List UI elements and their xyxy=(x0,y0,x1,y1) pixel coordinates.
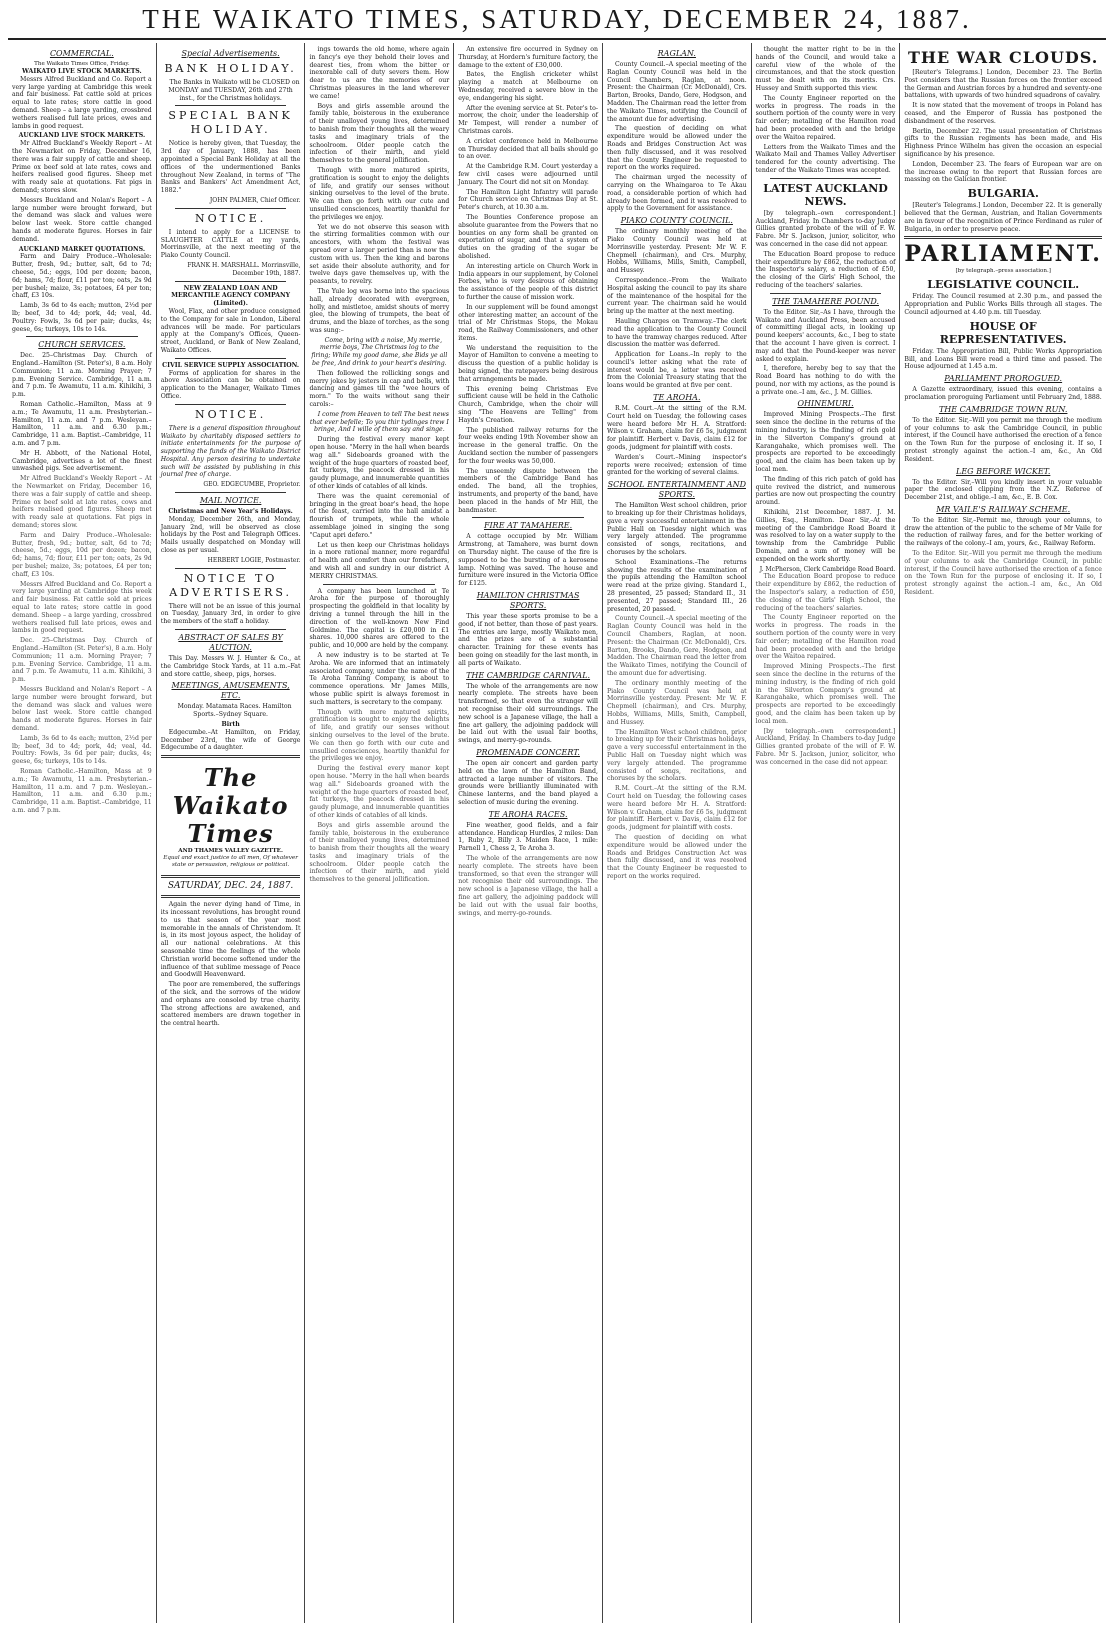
paragraph: A company has been launched at Te Aroha for the purpose of thoroughly prospecting the goldfield in that locality by driving a tunnel through the hill in the direction of the well-known New Find Goldmine. The capital is £20,000 in £1 shares. 10,000 shares are offered to the public, and 10,000 are held by the company. xyxy=(309,587,450,650)
ad-title: NOTICE TO ADVERTISERS. xyxy=(169,571,292,599)
divider xyxy=(161,875,301,878)
section-heading: PARLIAMENT PROROGUED. xyxy=(944,374,1063,384)
subheading: Birth xyxy=(221,721,240,729)
divider xyxy=(175,358,287,359)
paragraph: Berlin, December 22. The usual presentation of Christmas gifts to the Russian regiments has been made, and His Highness Prince Wilhelm has given the occasion an especial significance by his presence. xyxy=(904,127,1102,158)
paragraph: The Yule log was borne into the spacious hall, already decorated with evergreen, holly, and mistletoe, amidst shouts of merry glee, the blowing of trumpets, the beat of drums, and the blaze of torches, as the song was sung:– xyxy=(309,287,450,334)
section-heading: LEGISLATIVE COUNCIL. xyxy=(927,278,1080,292)
ad-text: Notice is hereby given, that Tuesday, the 3rd day of January, 1888, has been appointed a Special Bank Holiday at all the offices of the undermentioned Banks throughout New Zealand, in terms of "The Banks and Bankers' Act Amendment Act, 1882." xyxy=(160,140,301,195)
ad-title: NOTICE. xyxy=(194,211,267,225)
ad-text: This Day. Messrs W. J. Hunter & Co., at the Cambridge Stock Yards, at 11 a.m.–Fat and store cattle, sheep, pigs, horses. xyxy=(160,655,301,678)
column-news-items xyxy=(454,43,603,1623)
paragraph: Mr Alfred Buckland's Weekly Report – At the Newmarket on Friday, December 16, there was a fair supply of cattle and sheep. Prime ox beef sold at late rates, cows and heifers realised good figures. Sheep met with ready sale at quotations. Fat pigs in demand; stores slow. xyxy=(12,475,152,530)
paragraph: It is now stated that the movement of troops in Poland has ceased, and the Emperor of Russia has postponed the disbandment of the reserves. xyxy=(904,102,1102,125)
paragraph: County Council.–A special meeting of the Raglan County Council was held in the Council Chambers, Raglan, at noon. Present: the Chairman (Cr. McDonald), Crs. Barton, Brooks, Dando, Gere, Hodgson, and Madden. The Chairman read the letter from the Waikato Times, notifying the Council of the amount due for advertising. xyxy=(606,615,747,677)
paragraph: The Education Board propose to reduce their expenditure by £862, the reduction of the Inspector's salary, a reduction of £50, the closing of the Girls' High School, the reducing of the teachers' salaries. xyxy=(755,573,896,612)
news-item: A cricket conference held in Melbourne on Thursday decided that all bails should go to an over. xyxy=(458,137,598,161)
column-leader-continued xyxy=(305,43,454,1623)
paragraph: Mr Alfred Buckland's Weekly Report – At the Newmarket on Friday, December 16, there was a fair supply of cattle and sheep. Prime ox beef sold at late rates, cows and heifers realised good figures. Sheep met with ready sale at quotations. Fat pigs in demand; stores slow. xyxy=(12,140,152,194)
paragraph: During the festival every manor kept open house. "Merry in the hall when beards wag all." Sideboards groaned with the weight of the huge quarters of roasted beef, fat turkeys, the peacock dressed in his gaudy plumage, and innumerable quantities of other kinds of catables of all kinds. xyxy=(309,765,450,819)
paragraph: Lamb, 3s 6d to 4s each; mutton, 2½d per lb; beef, 3d to 4d; pork, 4d; veal, 4d. Poultry: Fowls, 3s 6d per pair; ducks, 4s; geese, 6s; turkeys, 10s to 14s. xyxy=(12,734,152,766)
leader-paragraph: Again the never dying hand of Time, in its incessant revolutions, has brought round to us that season of the year most memorable in the annals of Christendom. It is, in its most joyous aspect, the holiday of all our national celebrations. At this seasonable time the feelings of the whole Christian world become softened under the influence of that sublime message of Peace and Goodwill Heavenward. xyxy=(160,901,301,979)
section-heading: FIRE AT TAMAHERE. xyxy=(483,521,573,531)
paragraph: Dec. 25–Christmas Day. Church of England.–Hamilton (St. Peter's), 8 a.m. Holy Communion; 11 a.m. Morning Prayer; 7 p.m. Evening Service. Cambridge, 11 a.m. and 7 p.m. Te Awamutu, 11 a.m. Kihikihi, 3 p.m. xyxy=(12,352,152,399)
ad-text: There will not be an issue of this journal on Tuesday, January 3rd, in order to give the members of the staff a holiday. xyxy=(160,602,301,626)
signature: GEO. EDGECUMBE, Proprietor. xyxy=(203,481,301,489)
column-container xyxy=(8,43,1106,1623)
section-heading: THE WAR CLOUDS. xyxy=(908,48,1099,67)
paragraph: Friday. The Council resumed at 2.30 p.m., and passed the Appropriation and Public Works Bills through all stages. The Council adjourned at 4.40 p.m. till Tuesday. xyxy=(904,293,1102,316)
paragraph: Messrs Buckland and Nolan's Report – A large number were brought forward, but the demand was slack and values were below last week. Store cattle changed hands at moderate figures. Horses in fair demand. xyxy=(12,196,152,243)
paragraph: During the festival every manor kept open house. "Merry in the hall when beards wag all." Sideboards groaned with the weight of the huge quarters of roasted beef, fat turkeys, the peacock dressed in his gaudy plumage, and innumerable quantities of other kinds of catables of all kinds. xyxy=(309,436,450,491)
paragraph: I, therefore, hereby beg to say that the Road Board has nothing to do with the pound, nor with my actions, as the pound is a private one.–I am, &c., J. M. Gillies. xyxy=(755,365,896,396)
section-heading: PROMENADE CONCERT. xyxy=(476,747,580,757)
verse: Come, bring with a noise, My merrie, merrie boys, The Christmas log to the firing; While my good dame, she Bids ye all be free, And drink to your heart's desiring. xyxy=(311,336,448,368)
paragraph: Dec. 25–Christmas Day. Church of England.–Hamilton (St. Peter's), 8 a.m. Holy Communion; 11 a.m. Morning Prayer; 7 p.m. Evening Service. Cambridge, 11 a.m. and 7 p.m. Te Awamutu, 11 a.m. Kihikihi, 3 p.m. xyxy=(12,637,152,684)
section-heading: TE AROHA. xyxy=(653,393,701,403)
ad-title: NOTICE. xyxy=(194,407,267,421)
divider xyxy=(175,629,287,630)
paper-subtitle: AND THAMES VALLEY GAZETTE. xyxy=(178,848,283,855)
paragraph: Then followed the rollicking songs and merry jokes by jesters in cap and bells, with dancing and games till the "wee hours of morn." To the waits without sang their carols:– xyxy=(309,369,450,409)
paragraph: The open air concert and garden party held on the lawn of the Hamilton Band, attracted a large number of visitors. The grounds were brilliantly illuminated with Chinese lanterns, and the band played a selection of music during the evening. xyxy=(458,759,598,806)
paragraph: The ordinary monthly meeting of the Piako County Council was held at Morrinsville yesterday. Present: Mr W. F. Chepmell (chairman), and Crs. Murphy, Hobbs, Williams, Mills, Smith, Campbell, and Hussey. xyxy=(606,228,747,275)
paragraph: Warden's Court.–Mining inspector's reports were received; extension of time granted for the working of several claims. xyxy=(606,453,747,477)
section-heading: LATEST AUCKLAND NEWS. xyxy=(763,181,888,208)
section-heading: THE TAMAHERE POUND. xyxy=(772,296,879,306)
ad-title: NEW ZEALAND LOAN AND MERCANTILE AGENCY COMPANY (Limited). xyxy=(171,284,291,308)
divider xyxy=(175,105,287,106)
paragraph: This year these sports promise to be a good, if not better, than those of past years. The entries are large, mostly Waikato men, and the prizes are of a substantial character. Training for these events has been going on steadily for the last month, in all parts of Waikato. xyxy=(458,613,598,667)
news-item: After the evening service at St. Peter's to-morrow, the choir, under the leadership of Mr Tempest, will render a number of Christmas carols. xyxy=(458,104,598,135)
news-item: The Bounties Conference propose an absolute guarantee from the Powers that no bounties on any form shall be granted on exportation of sugar, and that a system of duties on the grading of the sugar be abolished. xyxy=(458,213,598,260)
section-heading: HOUSE OF REPRESENTATIVES. xyxy=(939,319,1067,346)
paragraph: Boys and girls assemble around the family table, boisterous in the exuberance of their unalloyed young lives, determined to banish from their thoughts all the weary tasks and imaginary trials of the schoolroom. Older people catch the infection of their mirth, and yield themselves to the general jollification. xyxy=(309,821,450,884)
paragraph: County Council.–A special meeting of the Raglan County Council was held in the Council Chambers, Raglan, at noon. Present: the Chairman (Cr. McDonald), Crs. Barton, Brooks, Dando, Gere, Hodgson, and Madden. The Chairman read the letter from the Waikato Times, notifying the Council of the amount due for advertising. xyxy=(606,61,747,123)
paragraph: To the Editor. Sir,–Permit me, through your columns, to draw the attention of the public to the scheme of Mr Vaile for the reduction of railway fares, and for the better working of the railways of the colony.–I am, yours, &c., Railway Reform. xyxy=(904,516,1102,548)
paragraph: The question of deciding on what expenditure would be allowed under the Roads and Bridges Construction Act was then fully discussed, and it was resolved that the County Engineer be requested to report on the works required. xyxy=(606,125,747,172)
paragraph: Application for Loans.–In reply to the council's letter asking what the rate of interest would be, a letter was received from the Colonial Treasury stating that the loans would be granted at five per cent. xyxy=(606,351,747,390)
column-local-councils xyxy=(603,43,752,1623)
news-item: An extensive fire occurred in Sydney on Thursday, at Hordern's furniture factory, the damage to the extent of £30,000. xyxy=(458,46,598,69)
ad-text: Monday, December 26th, and Monday, January 2nd, will be observed as close holidays by the Post and Telegraph Offices. Mails usually despatched on Monday will close as per usual. xyxy=(160,515,301,555)
masthead: THE WAIKATO TIMES, SATURDAY, DECEMBER 24, 1887. xyxy=(8,0,1106,40)
paragraph: Roman Catholic.–Hamilton, Mass at 9 a.m.; Te Awamutu, 11 a.m. Presbyterian.–Hamilton, 11 a.m. and 7 p.m. Wesleyan.–Hamilton, 11 a.m. and 6.30 p.m.; Cambridge, 11 a.m. Baptist.–Cambridge, 11 a.m. and 7 p.m. xyxy=(12,401,152,448)
column-auckland-news xyxy=(752,43,901,1623)
section-heading: LEG BEFORE WICKET. xyxy=(956,466,1051,476)
section-heading: SCHOOL ENTERTAINMENT AND SPORTS. xyxy=(607,480,746,500)
date-line: SATURDAY, DEC. 24, 1887. xyxy=(167,881,294,892)
column-commercial xyxy=(8,43,157,1623)
news-item: This evening being Christmas Eve sufficient cause will be held in the Catholic Church, Cambridge, when the choir will sing "The Heavens are Telling" from Haydn's Creation. xyxy=(458,385,598,424)
news-item: An interesting article on Church Work in India appears in our supplement, by Colonel Forbes, who is very desirous of obtaining the assistance of the people of this district to further the cause of mission work. xyxy=(458,262,598,301)
paragraph: Mr H. Abbott, of the National Hotel, Cambridge, advertises a lot of the finest unwashed pigs. See advertisement. xyxy=(12,449,152,473)
ad-text: There is a general disposition throughout Waikato by charitably disposed settlers to initiate entertainments for the purpose of supporting the funds of the Waikato District Hospital. Any person desiring to undertake such will be assisted by publishing in this journal free of charge. xyxy=(160,424,301,479)
signature: FRANK H. MARSHALL. Morrinsville, December 19th, 1887. xyxy=(187,261,301,277)
news-item: The published railway returns for the four weeks ending 19th November show an increase in the general traffic. On the Auckland section the number of passengers for the four weeks was 50,000. xyxy=(458,426,598,465)
paragraph: The County Engineer reported on the works in progress. The roads in the southern portion of the county were in very fair order; metalling of the Hamilton road had been proceeded with and the bridge over the Waitoa repaired. xyxy=(755,94,896,141)
section-heading: MR VAILE'S RAILWAY SCHEME. xyxy=(936,504,1071,514)
ad-title: SPECIAL BANK HOLIDAY. xyxy=(168,109,293,137)
paragraph: To the Editor. Sir,–Will you kindly insert in your valuable paper the enclosed clipping from the N.Z. Referee of December 21st, and oblige.–I am, &c., E. B. Cox. xyxy=(904,478,1102,502)
section-heading: MAIL NOTICE. xyxy=(199,496,262,506)
section-heading: THE CAMBRIDGE TOWN RUN. xyxy=(938,404,1068,414)
column-war-parliament xyxy=(900,43,1106,1623)
divider xyxy=(161,895,301,898)
paragraph: The chairman urged the necessity of carrying on the Whaingaroa to Te Akau road, a considerable portion of which had already been formed, and it was resolved to apply to the Government for assistance. xyxy=(606,174,747,213)
divider xyxy=(175,404,287,405)
dateline: The Waikato Times Office, Friday. xyxy=(34,61,130,67)
section-heading: TE AROHA RACES. xyxy=(488,809,568,819)
news-item: At the Cambridge R.M. Court yesterday a few civil cases were adjourned until January. The Court did not sit on Monday. xyxy=(458,163,598,186)
section-heading: BULGARIA. xyxy=(967,187,1039,201)
verse: I come from Heaven to tell The best news that ever befelle; To you thir tydinges trew I bringe, And I wille of them say and singe. xyxy=(309,410,449,434)
section-heading: ABSTRACT OF SALES BY AUCTION. xyxy=(178,633,283,653)
paragraph: R.M. Court.–At the sitting of the R.M. Court held on Tuesday, the following cases were heard before Mr H. A. Stratford: Wilson v. Graham, claim for £6 5s, judgment for plaintiff. Herbert v. Davis, claim £12 for goods, judgment for plaintiff with costs. xyxy=(606,785,747,832)
divider xyxy=(26,336,138,337)
paragraph: [by telegraph.–own correspondent.] Auckland, Friday. In Chambers to-day Judge Gillies granted probate of the will of F. W. Fabre. Mr S. Jackson, junior, solicitor, who was concerned in the case did not appear. xyxy=(755,209,896,248)
paragraph: To the Editor. Sir,–As I have, through the Waikato and Auckland Press, been accused of committing illegal acts, in looking up pound keepers' accounts, &c., I beg to state that the account I have given is correct. I may add that the Pound-keeper was never asked to explain. xyxy=(755,308,896,363)
paragraph: The Hamilton West school children, prior to breaking up for their Christmas holidays, gave a very successful entertainment in the Public Hall on Tuesday night which was very largely attended. The programme consisted of songs, recitations, and choruses by the scholars. xyxy=(606,502,747,557)
paragraph: Roman Catholic.–Hamilton, Mass at 9 a.m.; Te Awamutu, 11 a.m. Presbyterian.–Hamilton, 11 a.m. and 7 p.m. Wesleyan.–Hamilton, 11 a.m. and 6.30 p.m.; Cambridge, 11 a.m. Baptist.–Cambridge, 11 a.m. and 7 p.m. xyxy=(12,767,152,814)
news-item: Bates, the English cricketer whilst playing a match at Melbourne on Wednesday, received a severe blow in the eye, endangering his sight. xyxy=(458,71,598,102)
signature: JOHN PALMER, Chief Officer. xyxy=(209,196,301,204)
paragraph: The Education Board propose to reduce their expenditure by £862, the reduction of the Inspector's salary, a reduction of £50, the closing of the Girls' High School, the reducing of the teachers' salaries. xyxy=(755,250,896,289)
divider xyxy=(323,584,435,585)
ad-text: I intend to apply for a LICENSE to SLAUGHTER CATTLE at my yards, Morrinsville, at the next meeting of the Piako County Council. xyxy=(160,228,301,260)
paragraph: A new industry is to be started at Te Aroha. We are informed that an intimately associated company, under the name of the Te Aroha Tanning Company, is about to commence operations. Mr James Mills, whose public spirit is always foremost in such matters, is secretary to the company. xyxy=(309,651,450,706)
divider xyxy=(770,178,882,179)
paragraph: [Reuter's Telegrams.] London, December 23. The Berlin Post considers that the Russian forces on the frontier exceed the German and Austrian forces by a hundred and seventy-one battalions, with upwards of two hundred squadrons of cavalry. xyxy=(904,69,1102,100)
section-heading: THE CAMBRIDGE CARNIVAL. xyxy=(466,670,591,680)
divider xyxy=(904,236,1102,239)
paragraph: Messrs Alfred Buckland and Co. Report a very large yarding at Cambridge this week and fair business. Fat cattle sold at prices equal to late rates; store cattle in good demand. Sheep – a large yarding, crossbred wethers realised full late prices, ewes and lambs in good request. xyxy=(12,75,152,130)
ad-text: Wool, Flax, and other produce consigned to the Company for sale in London, Liberal advances will be made. For particulars apply at the Company's Offices, Queen-street, Auckland, or Bank of New Zealand, Waikato Offices. xyxy=(160,307,301,354)
paragraph: The finding of this rich patch of gold has quite revived the district, and numerous parties are now out prospecting the country around. xyxy=(755,475,896,507)
paragraph: The whole of the arrangements are now nearly complete. The streets have been transformed, so that even the stranger will not recognise their old surroundings. The new school is a Japanese village, the hall a fine art gallery, the adjoining paddock will be laid out with the usual fair booths, swings, and merry-go-rounds. xyxy=(458,854,598,917)
divider xyxy=(175,281,287,282)
section-heading: RAGLAN. xyxy=(657,49,696,58)
paragraph: Though with more matured spirits, gratification is sought to enjoy the delights of life, and gratify our senses without sinking ourselves to the level of the brute. We can then go forth with our cute and unsullied consciences, heartily thankful for the privileges we enjoy. xyxy=(309,708,450,763)
paper-title-block xyxy=(161,764,301,869)
paragraph: Hauling Charges on Tramway.–The clerk read the application to the County Council to have the tramway charges reduced. After discussion the matter was deferred. xyxy=(606,317,747,349)
section-heading: Special Advertisements. xyxy=(181,49,280,58)
section-heading: PARLIAMENT. xyxy=(904,241,1102,268)
paragraph: Correspondence.–From the Waikato Hospital asking the council to pay its share of the maintenance of the hospital for the current year. The chairman said he would bring up the matter at the next meeting. xyxy=(606,276,747,316)
paragraph: The Hamilton West school children, prior to breaking up for their Christmas holidays, gave a very successful entertainment in the Public Hall on Tuesday night which was very largely attended. The programme consisted of songs, recitations, and choruses by the scholars. xyxy=(606,728,747,783)
paragraph: Kihikihi, 21st December, 1887. J. M. Gillies, Esq., Hamilton. Dear Sir,–At the meeting of the Cambridge Road Board it was resolved to lay on a water supply to the township from the Cambridge Public Domain, and a sum of money will be expended on the work shortly. xyxy=(755,509,896,563)
divider xyxy=(175,492,287,493)
paragraph: thought the matter right to be in the hands of the Council, and would take a careful view of the whole of the circumstances, and that the stock question must be dealt with on its merits. Crs. Hussey and Smith supported this view. xyxy=(755,46,896,92)
paragraph: The whole of the arrangements are now nearly complete. The streets have been transformed, so that even the stranger will not recognise their old surroundings. The new school is a Japanese village, the hall a fine art gallery, the adjoining paddock will be laid out with the usual fair booths, swings, and merry-go-rounds. xyxy=(458,682,598,745)
divider xyxy=(175,568,287,569)
paragraph: Farm and Dairy Produce.–Wholesale: Butter, fresh, 9d.; butter, salt, 6d to 7d; cheese, 5d.; eggs, 10d per dozen; bacon, 6d; hams, 7d; flour, £11 per ton; oats, 2s 9d per bushel; maize, 3s; potatoes, £4 per ton; chaff, £3 10s. xyxy=(12,531,152,578)
newspaper-page xyxy=(8,0,1106,1629)
news-item: In our supplement will be found amongst other interesting matter, an account of the trial of Mr Christmas Stops, the Mokau road, the Railway Commissioners, and other items. xyxy=(458,303,598,342)
divider xyxy=(770,293,882,294)
paragraph: Farm and Dairy Produce.–Wholesale: Butter, fresh, 9d.; butter, salt, 6d to 7d; cheese, 5d.; eggs, 10d per dozen; bacon, 6d; hams, 7d; flour, £11 per ton; oats, 2s 9d per bushel; maize, 3s; potatoes, £4 per ton; chaff, £3 10s. xyxy=(12,253,152,300)
paragraph: School Examinations.–The returns showing the results of the examination of the pupils attending the Hamilton school were read at the prize giving. Standard I., 28 presented, 25 passed; Standard II., 31 presented, 27 passed; Standard III., 26 presented, 20 passed. xyxy=(606,558,747,613)
subheading: AUCKLAND MARKET QUOTATIONS. xyxy=(18,245,146,253)
paragraph: Messrs Buckland and Nolan's Report – A large number were brought forward, but the demand was slack and values were below last week. Store cattle changed hands at moderate figures. Horses in fair demand. xyxy=(12,685,152,732)
paragraph: ings towards the old home, where again in fancy's eye they behold their loves and dearest ties, from whom the bitter or inexorable call of duty severs them. How dear to us are the memories of our Christmas pleasures in the land wherever we came! xyxy=(309,46,450,100)
ad-text: The Banks in Waikato will be CLOSED on MONDAY and TUESDAY, 26th and 27th inst., for the Christmas holidays. xyxy=(168,79,300,102)
section-heading: PIAKO COUNTY COUNCIL. xyxy=(620,216,733,226)
paragraph: Friday. The Appropriation Bill, Public Works Appropriation Bill, and Loans Bill were read a third time and passed. The House adjourned at 1.45 a.m. xyxy=(904,347,1102,371)
paragraph: [by telegraph.–own correspondent.] Auckland, Friday. In Chambers to-day Judge Gillies granted probate of the will of F. W. Fabre. Mr S. Jackson, junior, solicitor, who was concerned in the case did not appear. xyxy=(755,727,896,766)
section-heading: OHINEMURI. xyxy=(797,399,854,409)
news-item: The unseemly dispute between the members of the Cambridge Band has ended. The band, all the trophies, instruments, and property of the band, have been placed in the hands of Mr Hill, the bandmaster. xyxy=(458,467,598,514)
subheading: AUCKLAND LIVE STOCK MARKETS. xyxy=(18,132,146,140)
paragraph: A Gazette extraordinary, issued this evening, contains a proclamation proroguing Parliament until February 2nd, 1888. xyxy=(904,386,1102,401)
paragraph: A cottage occupied by Mr. William Armstrong, at Tamahere, was burnt down on Thursday night. The cause of the fire is supposed to be the bursting of a kerosene lamp. Nothing was saved. The house and furniture were insured in the Victoria Office for £125. xyxy=(458,533,598,588)
paper-name: The Waikato Times xyxy=(172,763,289,849)
news-item: We understand the requisition to the Mayor of Hamilton to convene a meeting to discuss the question of a public holiday is being signed, the ratepayers being desirous that arrangements be made. xyxy=(458,344,598,383)
ad-title: CIVIL SERVICE SUPPLY ASSOCIATION. xyxy=(162,361,300,369)
paragraph: The County Engineer reported on the works in progress. The roads in the southern portion of the county were in very fair order; metalling of the Hamilton road had been proceeded with and the bridge over the Waitoa repaired. xyxy=(755,614,896,661)
paragraph: Fine weather, good fields, and a fair attendance. Handicap Hurdles, 2 miles: Dan 1, Ruby 2, Billy 3. Maiden Race, 1 mile: Parnell 1, Chess 2, Te Aroha 3. xyxy=(458,821,598,853)
paragraph: R.M. Court.–At the sitting of the R.M. Court held on Tuesday, the following cases were heard before Mr H. A. Stratford: Wilson v. Graham, claim for £6 5s, judgment for plaintiff. Herbert v. Davis, claim £12 for goods, judgment for plaintiff with costs. xyxy=(606,405,747,452)
paragraph: There was the quaint ceremonial of bringing in the great boar's head, the hope of the feast, carried into the hall amidst a flourish of trumpets, while the whole assemblage joined in singing the song "Caput apri defero." xyxy=(309,492,450,539)
paragraph: To the Editor. Sir,–Will you permit me through the medium of your columns to ask the Cambridge Council, in public interest, if the Council have authorised the erection of a fence on the Town Run for the purpose of enclosing it. If so, I protest strongly against the action.–I am, &c., An Old Resident. xyxy=(904,416,1102,463)
paragraph: Lamb, 3s 6d to 4s each; mutton, 2½d per lb; beef, 3d to 4d; pork, 4d; veal, 4d. Poultry: Fowls, 3s 6d per pair; ducks, 4s; geese, 6s; turkeys, 10s to 14s. xyxy=(12,302,152,333)
paragraph: [Reuter's Telegrams.] London, December 22. It is generally believed that the German, Austrian, and Italian Governments are in favour of the recognition of Prince Ferdinand as ruler of Bulgaria, in order to preserve peace. xyxy=(904,202,1102,233)
ad-text: Monday. Matamata Races. Hamilton Sports.–Sydney Square. xyxy=(177,703,292,719)
section-heading: COMMERCIAL. xyxy=(49,49,114,58)
subheading: Christmas and New Year's Holidays. xyxy=(168,508,293,516)
divider xyxy=(472,517,584,518)
column-advertisements xyxy=(157,43,306,1623)
paragraph: Though with more matured spirits, gratification is sought to enjoy the delights of life, and gratify our senses without sinking ourselves to the level of the brute. We can then go forth with our cute and unsullied consciences, heartily thankful for the privileges we enjoy. xyxy=(309,166,450,221)
news-item: The Hamilton Light Infantry will parade for Church service on Christmas Day at St. Peter's church, at 10.30 a.m. xyxy=(458,188,598,212)
signature: HERBERT LOGIE, Postmaster. xyxy=(207,556,301,564)
signature: J. McPherson, Clerk Cambridge Road Board. xyxy=(759,565,896,573)
paragraph: The ordinary monthly meeting of the Piako County Council was held at Morrinsville yesterday. Present: Mr W. F. Chepmell (chairman), and Crs. Murphy, Hobbs, Williams, Mills, Smith, Campbell, and Hussey. xyxy=(606,679,747,726)
ad-title: BANK HOLIDAY. xyxy=(164,62,297,75)
paragraph: Improved Mining Prospects.–The first seen since the decline in the returns of the mining industry, is the finding of rich gold in the Silverton Company's ground at Karangahake, which promises well. The prospects are reported to be exceedingly good, and the claim has been taken up by local men. xyxy=(755,411,896,474)
subheading: [by telegraph.–press association.] xyxy=(955,268,1051,275)
section-heading: MEETINGS, AMUSEMENTS, ETC. xyxy=(171,681,290,701)
divider xyxy=(175,208,287,209)
paragraph: London, December 23. The fears of European war are on the increase owing to the report that Russian forces are massing on the Galician frontier. xyxy=(904,160,1102,184)
section-heading: HAMILTON CHRISTMAS SPORTS. xyxy=(476,591,580,610)
leader-paragraph: The poor are remembered, the sufferings of the sick, and the sorrows of the widow and orphans are consoled by true charity. The strong affections are awakened, and scattered members are drawn together in the central hearth. xyxy=(160,981,301,1028)
ad-text: Forms of application for shares in the above Association can be obtained on application to the Manager, Waikato Times Office. xyxy=(160,369,301,400)
paragraph: The question of deciding on what expenditure would be allowed under the Roads and Bridges Construction Act was then fully discussed, and it was resolved that the County Engineer be requested to report on the works required. xyxy=(606,833,747,880)
paragraph: Boys and girls assemble around the family table, boisterous in the exuberance of their unalloyed young lives, determined to banish from their thoughts all the weary tasks and imaginary trials of the schoolroom. Older people catch the infection of their mirth, and yield themselves to the general jollification. xyxy=(309,102,450,165)
paragraph: Yet we do not observe this season with the stirring formalities common with our ancestors, with whom the festival was spread over a larger period than is now the custom with us. Then the king and barons set aside their absolute authority, and for twelve days gave themselves up, with the peasants, to revelry. xyxy=(309,223,450,286)
paragraph: Let us then keep our Christmas holidays in a more rational manner, more regardful of health and comfort than our forefathers, and wish all and sundry in our district A MERRY CHRISTMAS. xyxy=(309,541,450,580)
ad-text: Edgecumbe.–At Hamilton, on Friday, December 23rd, the wife of George Edgecumbe of a daughter. xyxy=(160,728,301,752)
paragraph: Letters from the Waikato Times and the Waikato Mail and Thames Valley Advertiser tendered for the county advertising. The tender of the Waikato Times was accepted. xyxy=(755,143,896,174)
section-heading: CHURCH SERVICES. xyxy=(38,340,126,350)
paragraph: Messrs Alfred Buckland and Co. Report a very large yarding at Cambridge this week and fair business. Fat cattle sold at prices equal to late rates; store cattle in good demand. Sheep – a large yarding, crossbred wethers realised full late prices, ewes and lambs in good request. xyxy=(12,580,152,635)
paragraph: Improved Mining Prospects.–The first seen since the decline in the returns of the mining industry, is the finding of rich gold in the Silverton Company's ground at Karangahake, which promises well. The prospects are reported to be exceedingly good, and the claim has been taken up by local men. xyxy=(755,663,896,725)
divider xyxy=(161,755,301,758)
paragraph: To the Editor. Sir,–Will you permit me through the medium of your columns to ask the Cambridge Council, in public interest, if the Council have authorised the erection of a fence on the Town Run for the purpose of enclosing it. If so, I protest strongly against the action.–I am, &c., An Old Resident. xyxy=(904,550,1102,597)
paper-motto: Equal and exact justice to all men, Of whatever state or persuasion, religious or political. xyxy=(163,855,298,869)
subheading: WAIKATO LIVE STOCK MARKETS. xyxy=(22,68,142,75)
